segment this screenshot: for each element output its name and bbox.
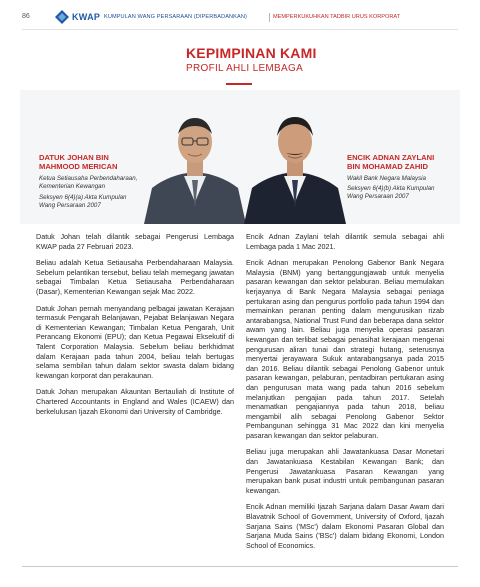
header-rule [22,29,458,30]
title-rule [226,83,252,85]
right-paragraph-2: Encik Adnan merupakan Penolong Gabenor Bank Negara Malaysia (BNM) yang bertanggungjawab untuk menyelia pasaran kewangan dan sektor pelaburan. Beliau memulakan kerjayanya di Bank Negara Malaysia sebagai peniaga pertukaran asing dan pengurus portfolio pada tahun 1994 dan memainkan peranan penting dalam mengurusikan rizab antarabangsa, National Trust Fund dan beberapa dana sektor awam yang lain. Beliau juga menyelia operasi pasaran kewangan dan terlibat sebagai penasihat kerajaan mengenai pengurusan aliran tunai dan strategi hutang, seterusnya menyertai jerayawara Sukuk antarabangsanya pada 2015 dan 2016. Beliau dilantik sebagai Penolong Gabenor untuk pasaran kewangan, pelaburan, pentadbiran pertukaran asing dan pengurusan mata wang pada tahun 2016 sebelum melanjutkan pengajian pada tahun 2017. Setelah menamatkan pengajiannya pada tahun 2018, beliau mengambil alih sebagai Penolong Gabenor Sektor Pembangunan sehingga 31 Mac 2022 dan kini menyelia pasaran kewangan dan sektor pelaburan. [246,258,444,440]
profile-1-name-line-1: DATUK JOHAN BIN [39,153,109,162]
profile-2-name [347,153,434,171]
logo-text: KWAP [72,12,101,22]
profile-1-seksyen [39,194,126,210]
right-paragraph-4: Encik Adnan memiliki Ijazah Sarjana dalam Dasar Awam dari Blavatnik School of Government, University of Oxford, Ijazah Sarjana Sains ('MSc') dalam Ekonomi Pasaran Global dan Sarjana Muda Sains ('BSc') dalam bidang Ekonomi, London School of Economics. [246,502,444,550]
left-paragraph-4: Datuk Johan merupakan Akauntan Bertauliah di Institute of Chartered Accountants in England and Wales (ICAEW) dan berkelulusan Ijazah Ekonomi dari University of Cambridge. [36,387,234,416]
left-paragraph-1: Datuk Johan telah dilantik sebagai Pengerusi Lembaga KWAP pada 27 Februari 2023. [36,232,234,251]
organization-name: KUMPULAN WANG PERSARAAN (DIPERBADANKAN) [104,14,247,20]
kwap-logo-icon [54,9,70,25]
profile-1-seksyen-line-2: Wang Persaraan 2007 [39,201,101,209]
section-subtitle: PROFIL AHLI LEMBAGA [186,63,304,74]
profile-2-seksyen-line-2: Wang Persaraan 2007 [347,192,409,200]
left-paragraph-3: Datuk Johan pernah menyandang pelbagai jawatan Kerajaan termasuk Pengarah Belanjawan, Pejabat Belanjawan Negara di Kementerian Kewangan; Timbalan Ketua Pengarah, Unit Perancang Ekonomi (EPU); dan Ketua Pegawai Eksekutif di Talent Corporation Malaysia. Sebelum beliau berkhidmat dalam Kerajaan pada tahun 2004, beliau telah bertugas selama sembilan tahun dalam sektor swasta dalam bidang kewangan korporat dan perakaunan. [36,303,234,380]
report-theme: MEMPERKUKUHKAN TADBIR URUS KORPORAT [273,14,401,20]
page-number: 86 [22,13,30,20]
profile-1-role-line-2: Kementerian Kewangan [39,182,106,190]
right-paragraph-1: Encik Adnan Zaylani telah dilantik semula sebagai ahli Lembaga pada 1 Mac 2021. [246,232,444,251]
profile-1-name [39,153,117,171]
profile-2-seksyen-line-1: Seksyen 6(4)(b) Akta Kumpulan [347,185,435,192]
profile-1-seksyen-line-1: Seksyen 6(4)(a) Akta Kumpulan [39,194,127,201]
profile-1-role-line-1: Ketua Setiausaha Perbendaharaan, [39,175,138,182]
bottom-rule [22,566,458,567]
profile-2-name-line-2: BIN MOHAMAD ZAHID [347,162,428,171]
profile-2-role-line-1: Wakil Bank Negara Malaysia [347,175,426,182]
left-column [36,232,234,423]
profile-2-seksyen [347,185,434,201]
profile-1-role [39,175,137,191]
portrait-adnan [240,104,350,224]
kwap-logo [54,9,100,25]
section-title: KEPIMPINAN KAMI [186,45,317,61]
portrait-johan [140,104,250,224]
profile-2-role [347,175,426,183]
right-column [246,232,444,557]
profile-2-name-line-1: ENCIK ADNAN ZAYLANI [347,153,435,162]
left-paragraph-2: Beliau adalah Ketua Setiausaha Perbendaharaan Malaysia. Sebelum pelantikan tersebut, beliau telah memegang jawatan sebagai Timbalan Ketua Setiausaha Perbendaharaan (Dasar), Kementerian Kewangan sejak Mac 2022. [36,258,234,296]
page-header [0,0,480,34]
right-paragraph-3: Beliau juga merupakan ahli Jawatankuasa Dasar Monetari dan Jawatankuasa Kestabilan Kewangan Bank; dan Pengerusi Jawatankuasa Pasaran Kewangan yang merupakan bank pusat industri untuk pembangunan pasaran kewangan. [246,447,444,495]
profile-1-name-line-2: MAHMOOD MERICAN [39,162,118,171]
header-divider [269,13,270,22]
